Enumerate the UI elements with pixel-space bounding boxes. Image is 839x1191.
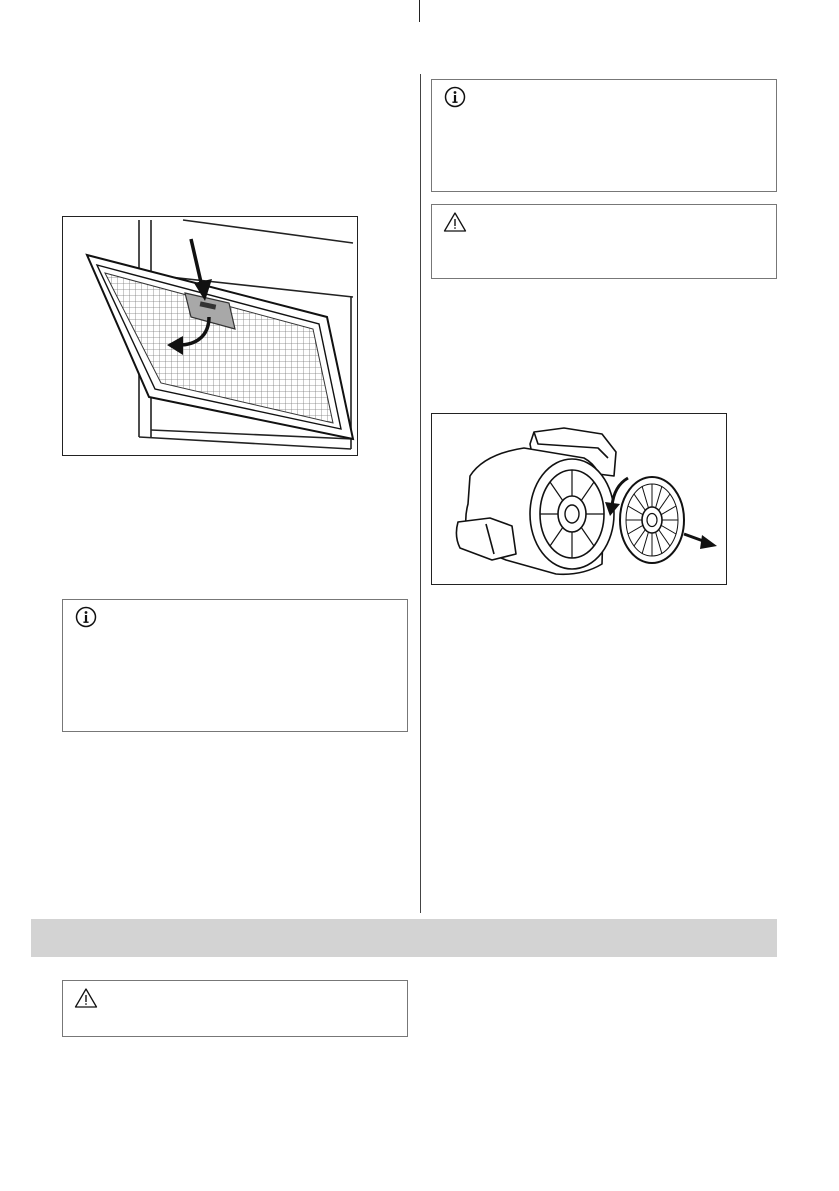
warning-icon xyxy=(443,211,467,233)
carbon-filter-figure xyxy=(431,413,727,585)
page-mark xyxy=(419,0,420,22)
info-icon xyxy=(443,86,467,108)
grease-filter-figure xyxy=(62,216,358,456)
warning-notice xyxy=(431,204,777,279)
info-icon xyxy=(74,606,98,628)
warning-notice xyxy=(62,980,408,1037)
motor-housing xyxy=(456,428,616,574)
info-notice xyxy=(431,79,777,192)
column-divider xyxy=(420,74,421,913)
section-heading-bar xyxy=(31,919,777,957)
pull-arrow-icon xyxy=(684,534,717,549)
info-notice xyxy=(62,599,408,732)
carbon-filter-disk xyxy=(620,477,684,563)
warning-icon xyxy=(74,987,98,1009)
